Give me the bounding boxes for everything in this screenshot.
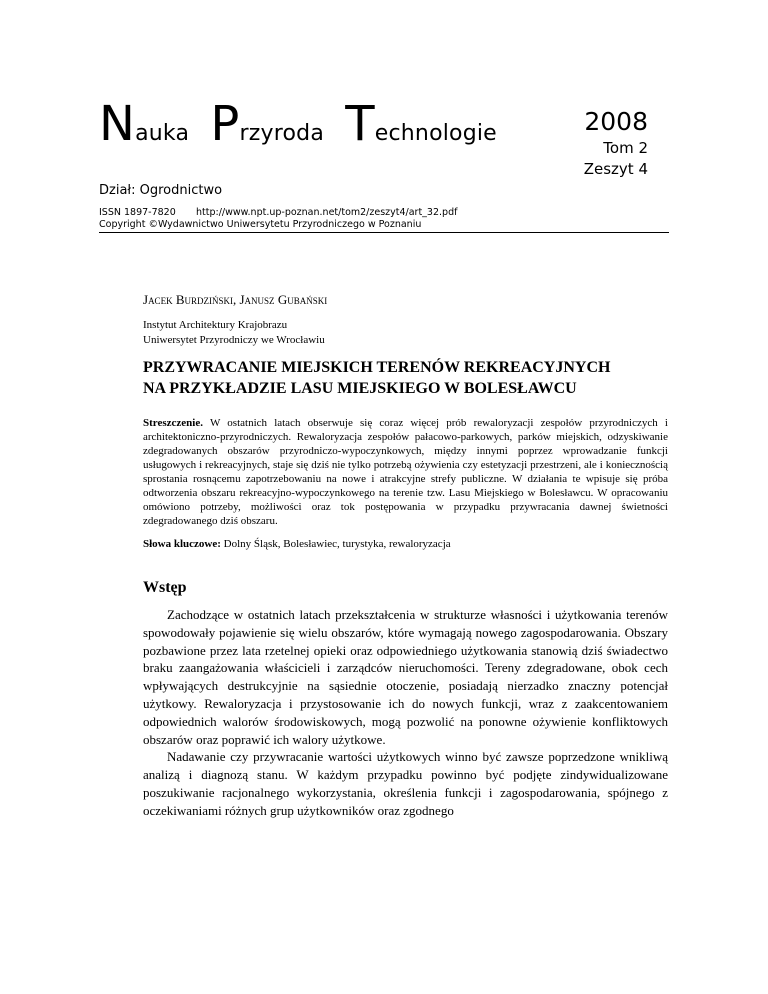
section-heading: Wstęp [143, 579, 187, 596]
journal-word-technologie: echnologie [374, 121, 497, 146]
journal-word-przyroda: rzyroda [239, 121, 325, 146]
paragraph-2: Nadawanie czy przywracanie wartości użytkowych winno być zawsze poprzedzone wnikliwą analizą i diagnozą stanu. W każdym przypadku powinno być podjęte zindywidualizowane poszukiwanie racjonalnego wykorzystania, określenia funkcji i zagospodarowania, spójnego z oczekiwaniami różnych grup użytkowników oraz zgodnego [143, 749, 668, 818]
section-label: Dział: Ogrodnictwo [99, 183, 223, 198]
affiliation [143, 318, 325, 348]
article-title-line-2: NA PRZYKŁADZIE LASU MIEJSKIEGO W BOLESŁAWCU [143, 380, 577, 397]
abstract-text: W ostatnich latach obserwuje się coraz więcej prób rewaloryzacji zespołów przyrodniczych i architektoniczno-przyrodniczych. Rewaloryzacja zespołów pałacowo-parkowych, parków miejskich, odzyskiwanie zdegradowanych obszarów przyrodniczo-wypoczynkowych, między innymi poprzez wprowadzanie funkcji usługowych i rekreacyjnych, staje się dziś nie tylko potrzebą ożywienia czy estetyzacji przestrzeni, ale i koniecznością sprostania rosnącemu zapotrzebowaniu na nowe i atrakcyjne strefy publiczne. W działania te wpisuje się próba odtworzenia obszaru rekreacyjno-wypoczynkowego na terenie tzw. Lasu Miejskiego w Bolesławcu. W opracowaniu omówiono potrzeby, możliwości oraz tok postępowania w przypadku przywracania dawnej świetności zdegradowanego dziś obszaru. [143, 417, 668, 527]
volume-number: Tom 2 [603, 139, 648, 157]
paragraph-1: Zachodzące w ostatnich latach przekształcenia w strukturze własności i użytkowania terenów spowodowały pojawienie się wielu obszarów, które wymagają nowego zagospodarowania. Obszary pozbawione przez lata rzetelnej opieki oraz odpowiedniego użytkowania stanowią dziś świadectwo braku zaangażowania właścicieli i zarządców nieruchomości. Tereny zdegradowane, obok cech wpływających destrukcyjnie na sąsiednie otoczenie, posiadają nierzadko znaczny potencjał użytkowy. Rewaloryzacja i przystosowanie ich do nowych funkcji, wraz z zaakcentowaniem odpowiednich walorów środowiskowych, mogą pozwolić na ponowne ożywienie konfliktowych obszarów oraz poprawić ich walory użytkowe. [143, 607, 668, 747]
journal-word-nauka: auka [135, 121, 190, 146]
issue-number: Zeszyt 4 [583, 160, 648, 178]
abstract [143, 416, 668, 528]
issn: ISSN 1897-7820 [99, 207, 176, 218]
keywords-label: Słowa kluczowe: [143, 538, 221, 550]
authors: Jacek Burdziński, Janusz Gubański [143, 292, 328, 307]
journal-initial-p: P [210, 96, 240, 152]
author-2: Janusz Gubański [239, 292, 328, 307]
journal-title [99, 96, 497, 152]
issue-year: 2008 [584, 107, 648, 136]
keywords-text: Dolny Śląsk, Bolesławiec, turystyka, rewaloryzacja [220, 538, 451, 550]
header-divider [99, 232, 669, 233]
article-url[interactable]: http://www.npt.up-poznan.net/tom2/zeszyt4/art_32.pdf [196, 207, 458, 218]
affiliation-institute: Instytut Architektury Krajobrazu [143, 319, 288, 331]
affiliation-university: Uniwersytet Przyrodniczy we Wrocławiu [143, 334, 325, 346]
article-title-line-1: PRZYWRACANIE MIEJSKICH TERENÓW REKREACYJNYCH [143, 359, 611, 376]
keywords [143, 538, 451, 550]
body-text [143, 606, 668, 820]
copyright-notice: Copyright ©Wydawnictwo Uniwersytetu Przyrodniczego w Poznaniu [99, 219, 422, 230]
journal-initial-t: T [345, 96, 375, 152]
author-1: Jacek Burdziński [143, 292, 233, 307]
article-title [143, 357, 673, 399]
abstract-label: Streszczenie. [143, 417, 203, 429]
journal-initial-n: N [99, 96, 136, 152]
